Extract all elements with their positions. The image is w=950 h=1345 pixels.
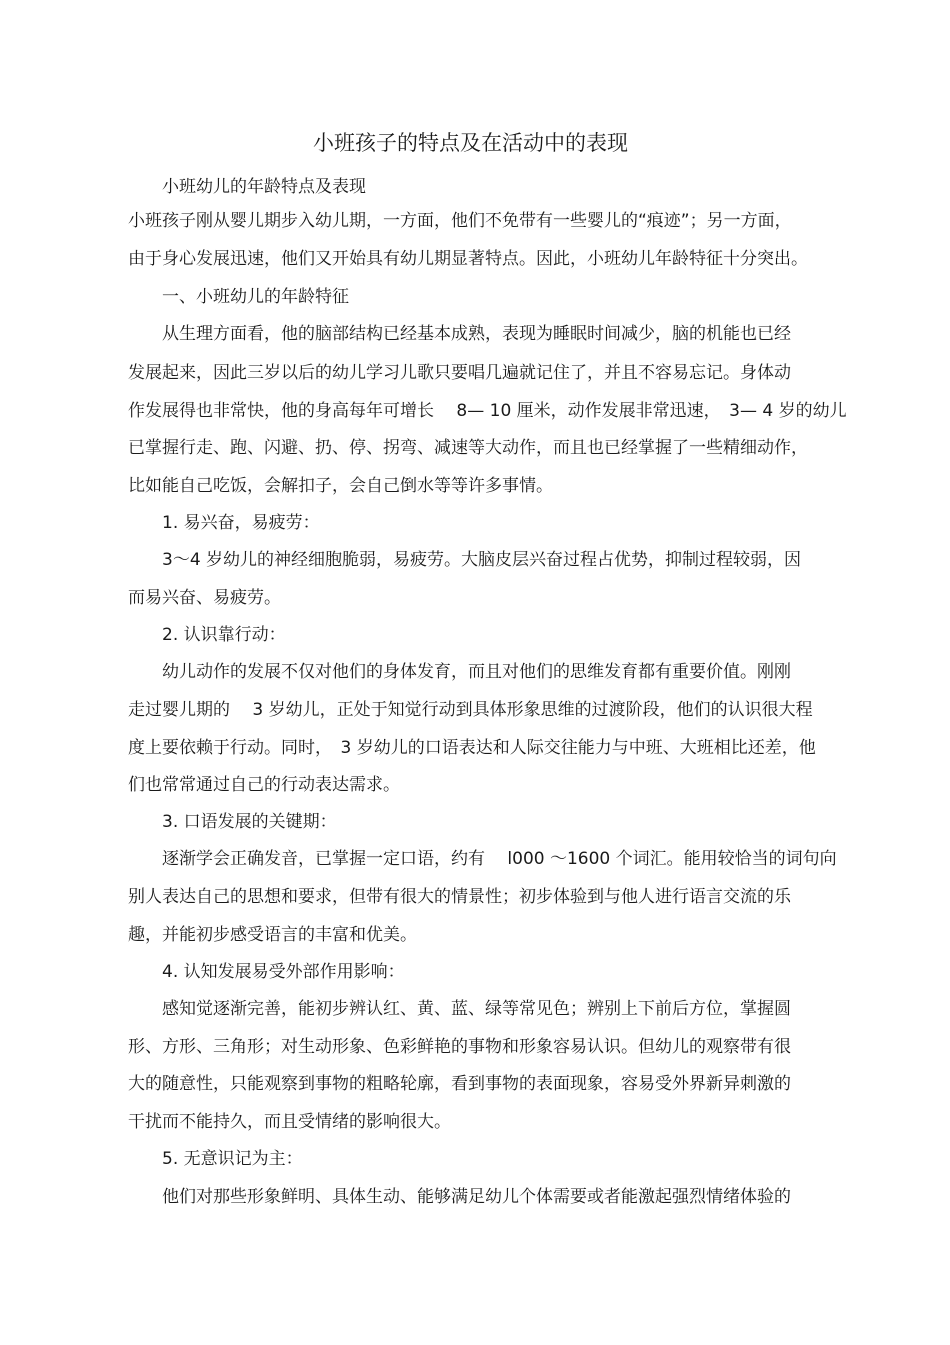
section-heading: 5. 无意识记为主： xyxy=(162,1149,303,1169)
text-line: 趣，并能初步感受语言的丰富和优美。 xyxy=(128,925,417,945)
text-line: 由于身心发展迅速，他们又开始具有幼儿期显著特点。因此，小班幼儿年龄特征十分突出。 xyxy=(128,249,808,269)
text-line: 3～4 岁幼儿的神经细胞脆弱，易疲劳。大脑皮层兴奋过程占优势，抑制过程较弱，因 xyxy=(162,550,802,570)
text-line: 已掌握行走、跑、闪避、扔、停、拐弯、减速等大动作，而且也已经掌握了一些精细动作， xyxy=(128,438,808,458)
section-heading: 1. 易兴奋，易疲劳： xyxy=(162,513,320,533)
section-heading: 3. 口语发展的关键期： xyxy=(162,812,337,832)
text-line: 幼儿动作的发展不仅对他们的身体发育，而且对他们的思维发育都有重要价值。刚刚 xyxy=(162,662,791,682)
text-line: 比如能自己吃饭，会解扣子，会自己倒水等等许多事情。 xyxy=(128,476,553,496)
text-line: 别人表达自己的思想和要求，但带有很大的情景性；初步体验到与他人进行语言交流的乐 xyxy=(128,887,791,907)
text-line: 干扰而不能持久，而且受情绪的影响很大。 xyxy=(128,1112,451,1132)
text-line: 逐渐学会正确发音，已掌握一定口语，约有 l000 ～1600 个词汇。能用较恰当的词句向 xyxy=(162,849,837,869)
text-line: 发展起来，因此三岁以后的幼儿学习儿歌只要唱几遍就记住了，并且不容易忘记。身体动 xyxy=(128,363,791,383)
section-heading: 小班幼儿的年龄特点及表现 xyxy=(162,177,366,197)
text-line: 们也常常通过自己的行动表达需求。 xyxy=(128,775,400,795)
text-line: 大的随意性，只能观察到事物的粗略轮廓，看到事物的表面现象，容易受外界新异刺激的 xyxy=(128,1074,791,1094)
text-line: 作发展得也非常快，他的身高每年可增长 8— 10 厘米，动作发展非常迅速， 3— 4 岁的幼儿 xyxy=(128,401,847,421)
text-line: 度上要依赖于行动。同时， 3 岁幼儿的口语表达和人际交往能力与中班、大班相比还差，他 xyxy=(128,738,816,758)
text-line: 从生理方面看，他的脑部结构已经基本成熟，表现为睡眠时间减少，脑的机能也已经 xyxy=(162,324,791,344)
page-title: 小班孩子的特点及在活动中的表现 xyxy=(313,131,628,155)
section-heading: 4. 认知发展易受外部作用影响： xyxy=(162,962,405,982)
text-line: 形、方形、三角形；对生动形象、色彩鲜艳的事物和形象容易认识。但幼儿的观察带有很 xyxy=(128,1037,791,1057)
section-heading: 2. 认识靠行动： xyxy=(162,625,286,645)
section-heading: 一、小班幼儿的年龄特征 xyxy=(162,287,349,307)
text-line: 而易兴奋、易疲劳。 xyxy=(128,588,281,608)
text-line: 感知觉逐渐完善，能初步辨认红、黄、蓝、绿等常见色；辨别上下前后方位，掌握圆 xyxy=(162,999,791,1019)
text-line: 他们对那些形象鲜明、具体生动、能够满足幼儿个体需要或者能激起强烈情绪体验的 xyxy=(162,1187,791,1207)
text-line: 走过婴儿期的 3 岁幼儿，正处于知觉行动到具体形象思维的过渡阶段，他们的认识很大程 xyxy=(128,700,813,720)
text-line: 小班孩子刚从婴儿期步入幼儿期，一方面，他们不免带有一些婴儿的“痕迹”；另一方面， xyxy=(128,211,792,231)
